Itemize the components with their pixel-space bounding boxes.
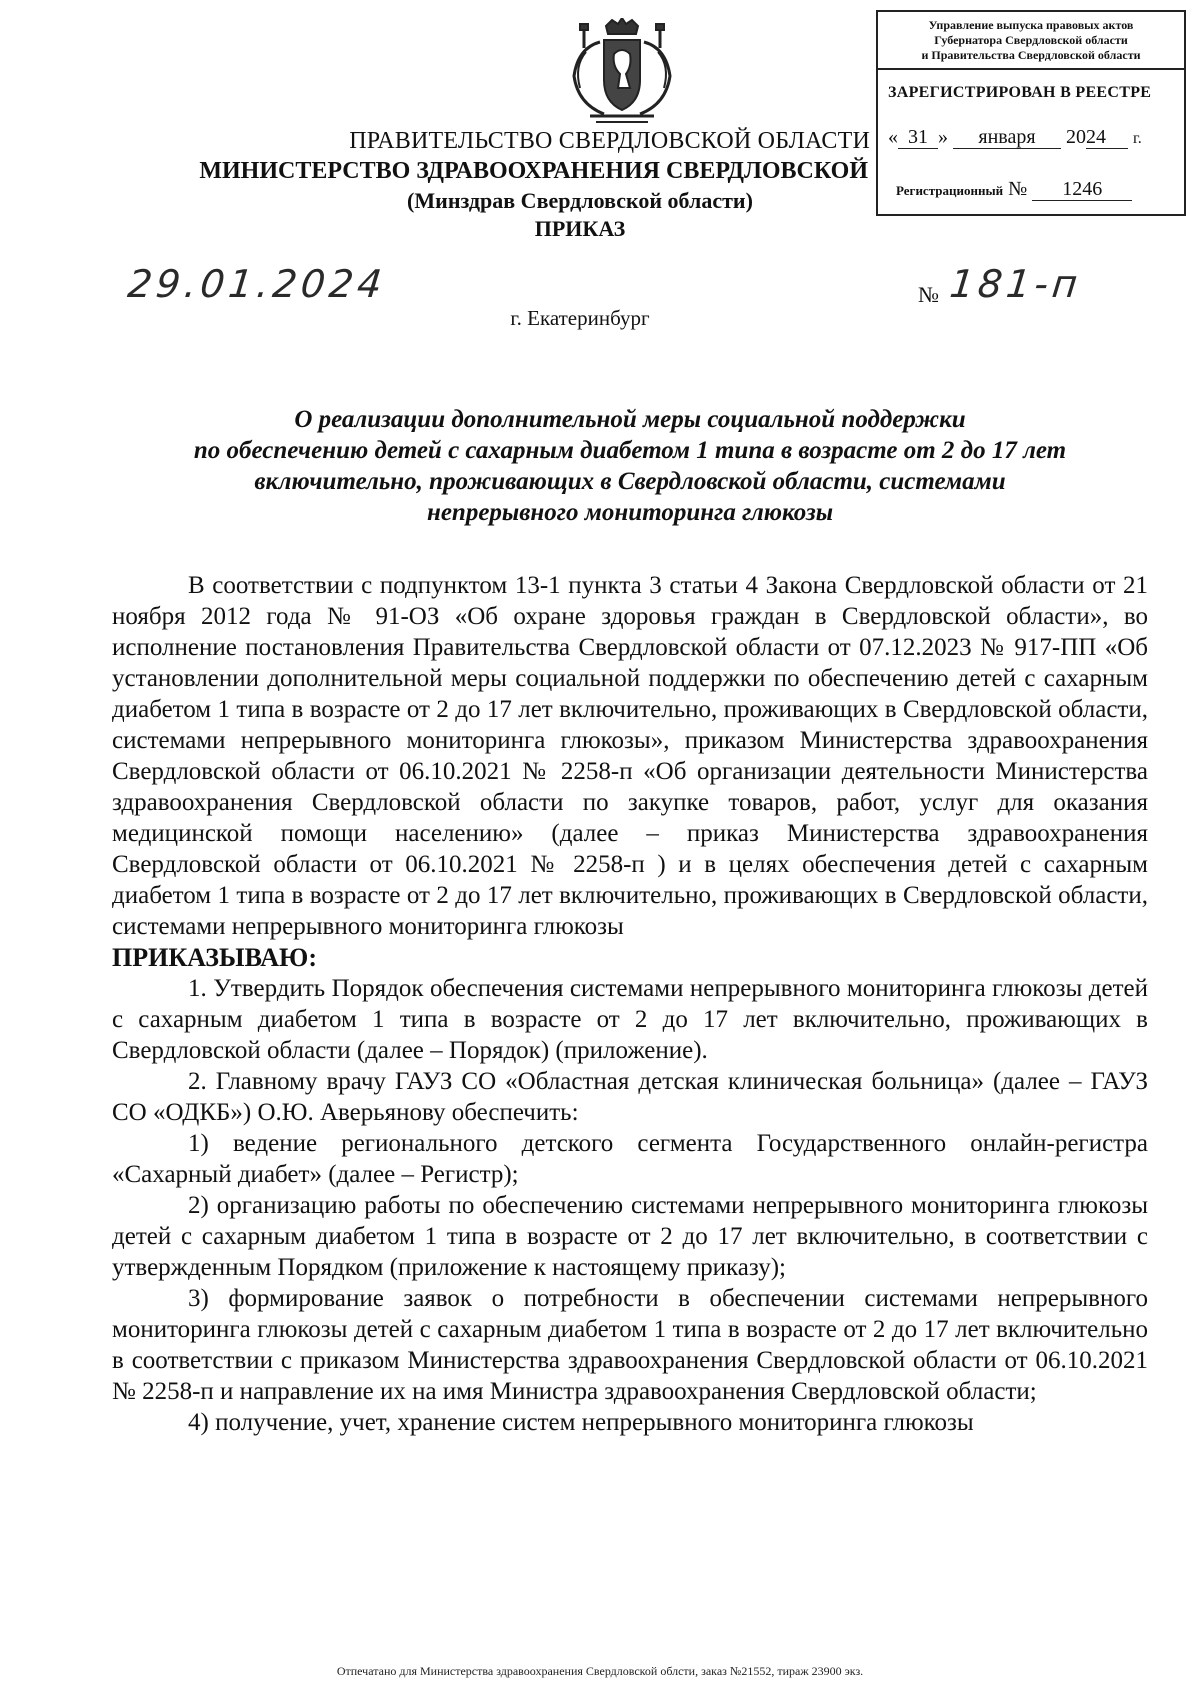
coat-of-arms-icon — [560, 18, 684, 128]
order-subitem: 3) формирование заявок о потребности в обеспечении системами непрерывного мониторинга глюкозы детей с сахарным диабетом 1 типа в возрасте от 2 до 17 лет включительно в соответствии с приказом Министерства здравоохранения Свердловской области от 06.10.2021 № 2258-п и направление их на имя Министра здравоохранения Свердловской области; — [112, 1285, 1148, 1405]
ministry-short-name: (Минздрав Свердловской области) — [407, 188, 753, 213]
city: г. Екатеринбург — [510, 306, 650, 330]
handwritten-number: 181-п — [947, 262, 1084, 306]
order-subitem: 2) организацию работы по обеспечению системами непрерывного мониторинга глюкозы детей с сахарным диабетом 1 типа в возрасте от 2 до 17 лет включительно, в соответствии с утвержденным Порядком (приложение к настоящему приказу); — [112, 1192, 1148, 1281]
stamp-registered-label: ЗАРЕГИСТРИРОВАН В РЕЕСТРЕ — [888, 84, 1152, 101]
document-title — [110, 404, 1150, 528]
handwritten-date: 29.01.2024 — [125, 262, 388, 306]
title-line: О реализации дополнительной меры социальной поддержки — [294, 406, 966, 433]
order-subitem: 1) ведение регионального детского сегмента Государственного онлайн-регистра «Сахарный диабет» (далее – Регистр); — [112, 1130, 1148, 1188]
print-footer: Отпечатано для Министерства здравоохранения Свердловской облсти, заказ №21552, тираж 23900 экз. — [336, 1664, 864, 1678]
stamp-header-line: Губернатора Свердловской области — [934, 33, 1128, 47]
stamp-header-line: Управление выпуска правовых актов — [928, 18, 1134, 32]
stamp-reg-sign: № — [1008, 178, 1028, 200]
government-name: ПРАВИТЕЛЬСТВО СВЕРДЛОВСКОЙ ОБЛАСТИ — [349, 128, 870, 154]
stamp-reg-value: 1246 — [1032, 178, 1132, 201]
title-line: непрерывного мониторинга глюкозы — [426, 499, 834, 526]
stamp-date-year-suffix: 24 — [1086, 126, 1128, 149]
order-word: ПРИКАЗЫВАЮ: — [112, 943, 317, 972]
stamp-header-line: и Правительства Свердловской области — [921, 48, 1141, 62]
number-sign: № — [918, 282, 939, 307]
stamp-year-label: г. — [1133, 130, 1142, 147]
title-line: включительно, проживающих в Свердловской области, системами — [254, 468, 1006, 495]
title-line: по обеспечению детей с сахарным диабетом 1 типа в возрасте от 2 до 17 лет — [193, 437, 1067, 464]
document-type: ПРИКАЗ — [534, 216, 626, 241]
order-item: 2. Главному врачу ГАУЗ СО «Областная детская клиническая больница» (далее – ГАУЗ СО «ОДКБ») О.Ю. Аверьянову обеспечить: — [112, 1068, 1148, 1126]
document-body — [112, 570, 1148, 1438]
stamp-date-month: января — [953, 126, 1061, 149]
stamp-reg-label: Регистрационный — [896, 183, 1004, 198]
stamp-date: « 31 » января 2024 г. — [888, 126, 1142, 148]
order-subitem: 4) получение, учет, хранение систем непрерывного мониторинга глюкозы — [188, 1409, 974, 1436]
stamp-date-day: 31 — [898, 126, 938, 149]
registry-stamp — [876, 10, 1186, 216]
stamp-date-year-prefix: 20 — [1066, 126, 1086, 148]
stamp-header — [878, 12, 1184, 70]
order-item: 1. Утвердить Порядок обеспечения системами непрерывного мониторинга глюкозы детей с сахарным диабетом 1 типа в возрасте от 2 до 17 лет включительно, проживающих в Свердловской области (далее – Порядок) (приложение). — [112, 975, 1148, 1064]
ministry-name: МИНИСТЕРСТВО ЗДРАВООХРАНЕНИЯ СВЕРДЛОВСКОЙ — [199, 158, 868, 184]
preamble-paragraph: В соответствии с подпунктом 13-1 пункта 3 статьи 4 Закона Свердловской области от 21 ноября 2012 года № 91-ОЗ «Об охране здоровья граждан в Свердловской области», во исполнение постановления Правительства Свердловской области от 07.12.2023 № 917-ПП «Об установлении дополнительной меры социальной поддержки по обеспечению детей с сахарным диабетом 1 типа в возрасте от 2 до 17 лет включительно, проживающих в Свердловской области, системами непрерывного мониторинга глюкозы», приказом Министерства здравоохранения Свердловской области от 06.10.2021 № 2258-п «Об организации деятельности Министерства здравоохранения Свердловской области по закупке товаров, работ, услуг для оказания медицинской помощи населению» (далее – приказ Министерства здравоохранения Свердловской области от 06.10.2021 № 2258-п ) и в целях обеспечения детей с сахарным диабетом 1 типа в возрасте от 2 до 17 лет включительно, проживающих в Свердловской области, системами непрерывного мониторинга глюкозы — [112, 572, 1148, 940]
